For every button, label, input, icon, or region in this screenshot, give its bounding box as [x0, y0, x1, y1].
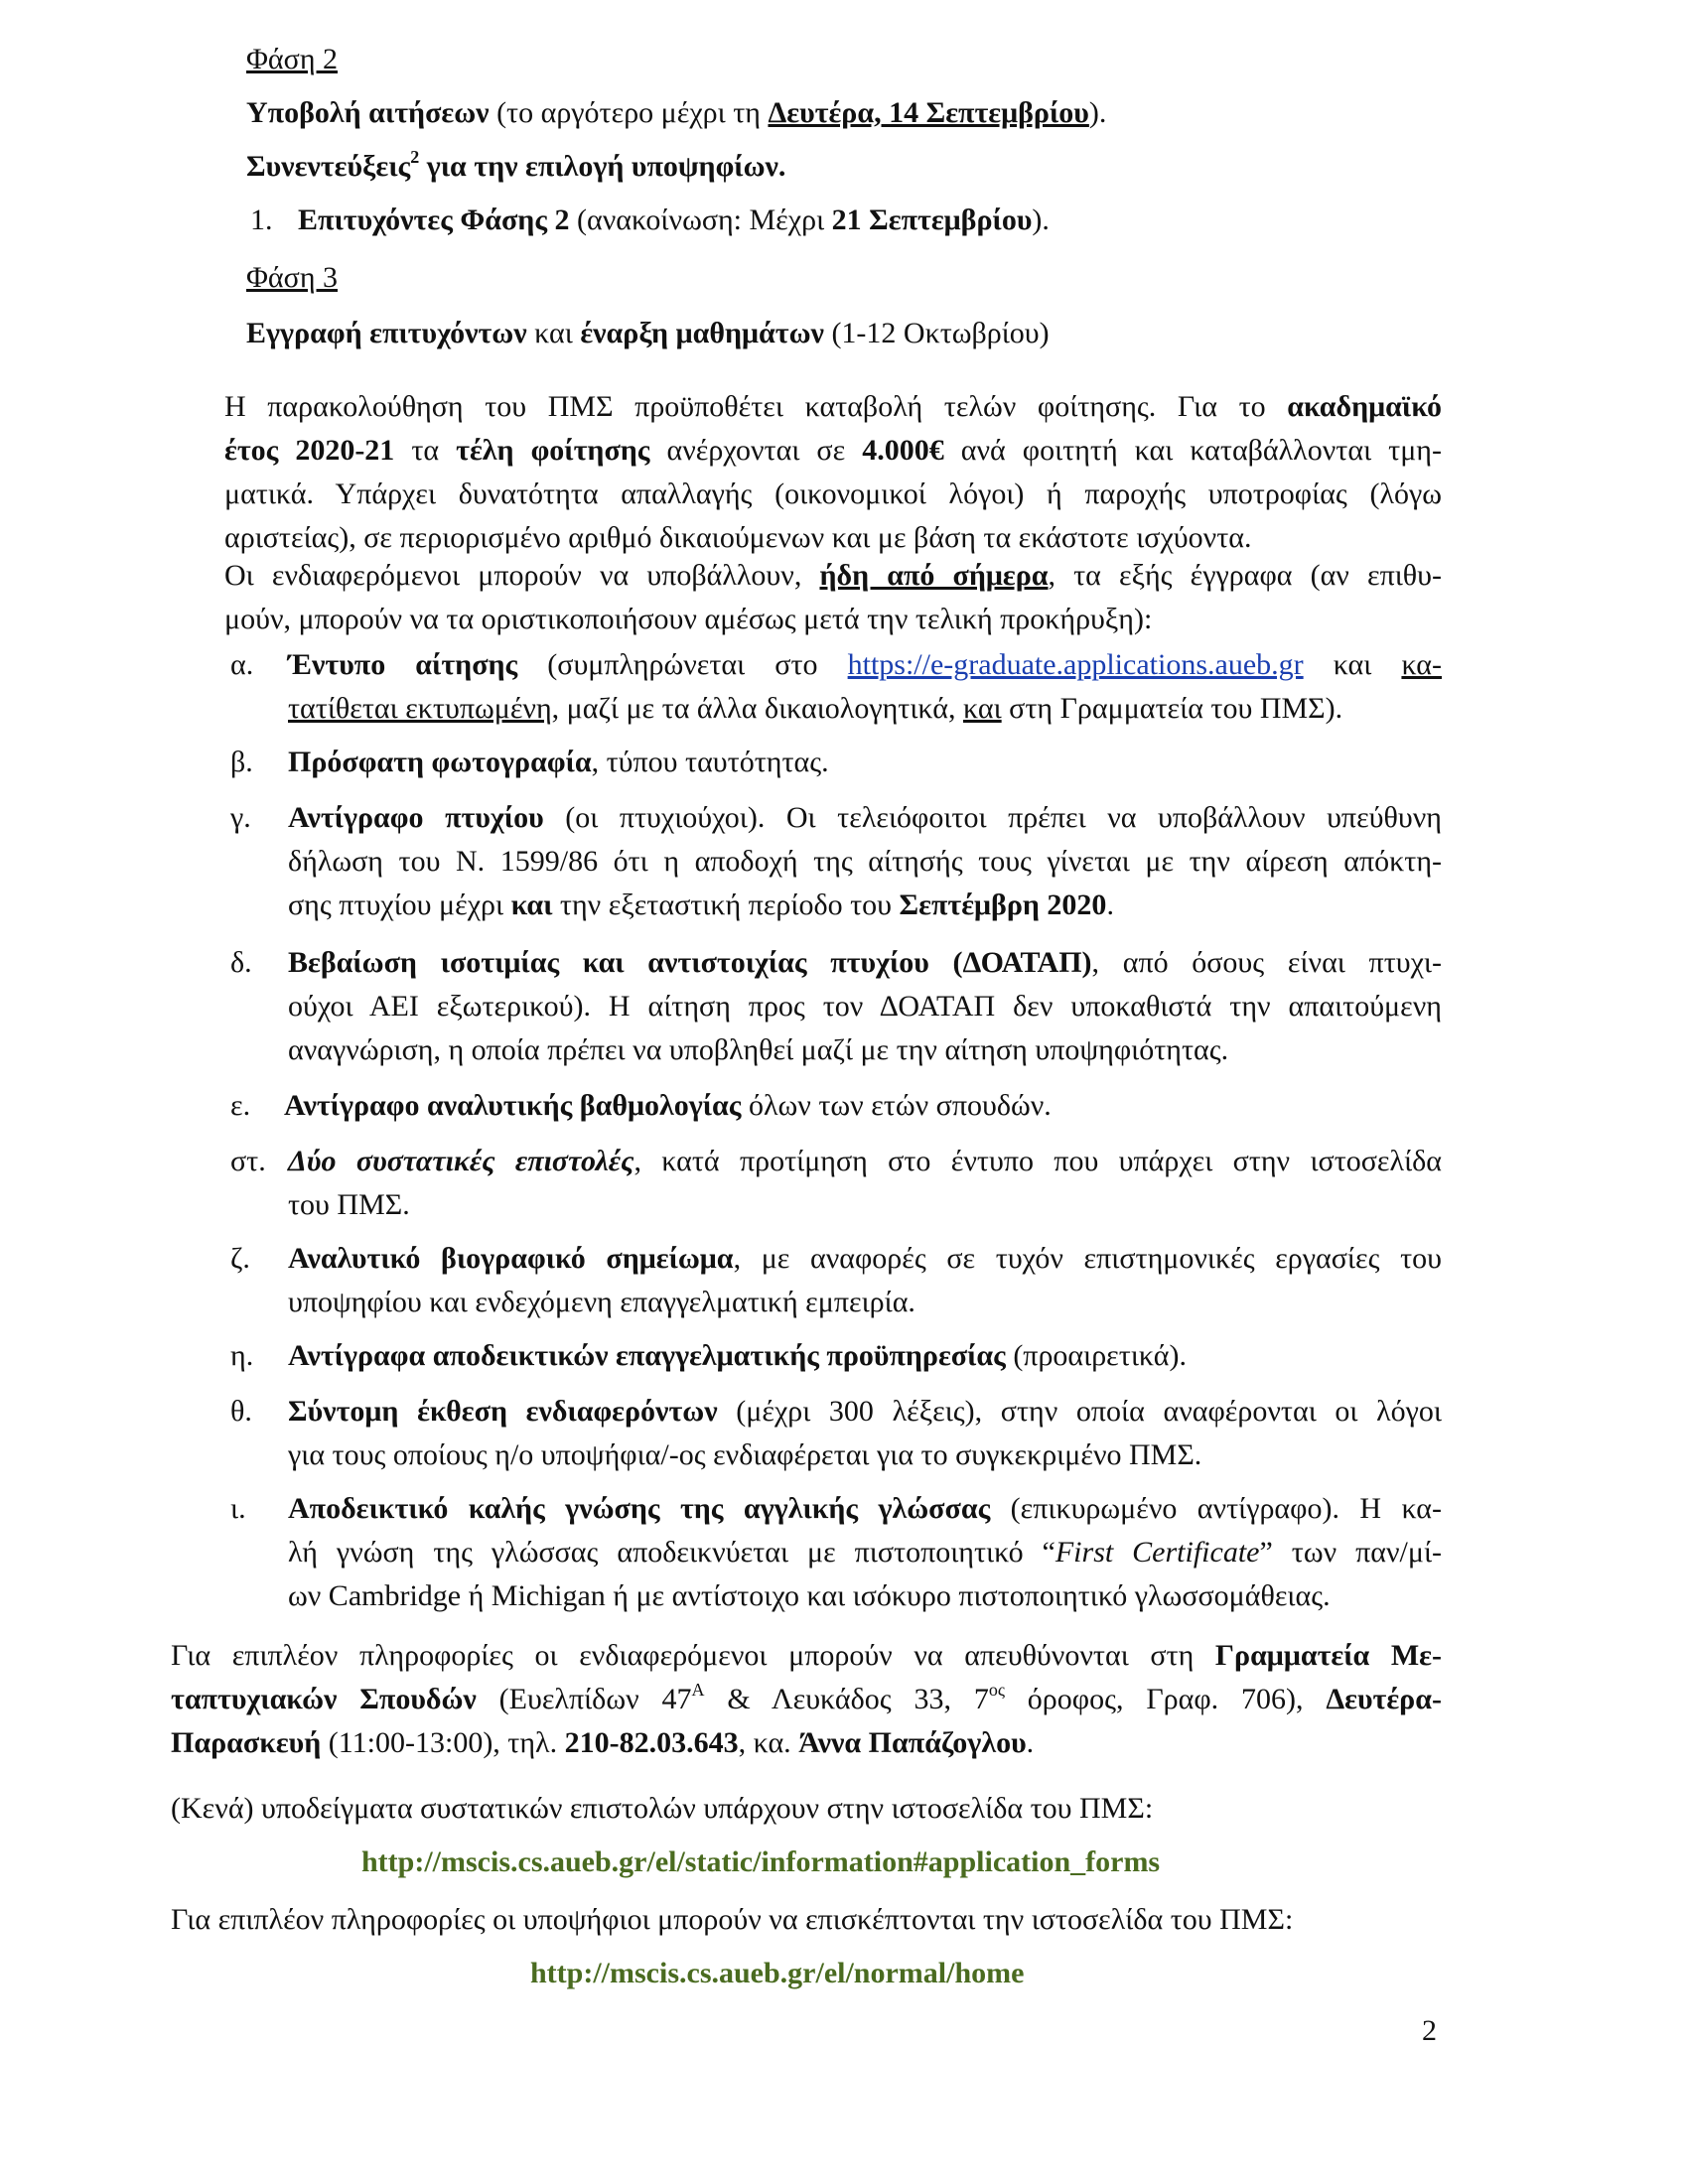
website-text: Για επιπλέον πληροφορίες οι υποψήφιοι μπορούν να επισκέπτονται την ιστοσελίδα του ΠΜΣ: [171, 1903, 1294, 1936]
item-application-form: Έντυπο αίτησης (συμπληρώνεται στο https://e-graduate.applications.aueb.gr και κα- τατίθεται εκτυπωμένη, μαζί με τα άλλα δικαιολογητικά, και στη Γραμματεία του ΠΜΣ). [288, 648, 1442, 725]
item-label-h: η. [230, 1339, 254, 1372]
phase2-interviews: Συνεντεύξεις$^2$ για την επιλογή υποψηφίων. [246, 147, 786, 183]
contact-paragraph: Για επιπλέον πληροφορίες οι ενδιαφερόμενοι μπορούν να απευθύνονται στη Γραμματεία Με- ταπτυχιακών Σπουδών (Ευελπίδων $47^A$ & Λευκάδος 33, $7^{o\varsigma}$ όροφος, Γραφ. 706), Δευτέρα- Παρασκευή (11:00-13:00), τηλ. 210-82.03.643, κα. Άννα Παπάζογλου. [171, 1639, 1442, 1759]
item-cv: Αναλυτικό βιογραφικό σημείωμα, με αναφορές σε τυχόν επιστημονικές εργασίες του υποψηφίου και ενδεχόμενη επαγγελματική εμπειρία. [288, 1242, 1442, 1318]
phase2-heading: Φάση 2 [246, 43, 339, 75]
item-label-a: α. [230, 648, 254, 681]
phase3-registration: Εγγραφή επιτυχόντων και έναρξη μαθημάτων (1-12 Οκτωβρίου) [246, 317, 1050, 349]
item-label-z: ζ. [230, 1242, 250, 1275]
item-doatap: Βεβαίωση ισοτιμίας και αντιστοιχίας πτυχίου (ΔΟΑΤΑΠ), από όσους είναι πτυχι- ούχοι ΑΕΙ εξωτερικού). Η αίτηση προς τον ΔΟΑΤΑΠ δεν υποκαθιστά την απαιτούμενη αναγνώριση, η οποία πρέπει να υποβληθεί μαζί με την αίτηση υποψηφιότητας. [288, 946, 1442, 1066]
item-label-st: στ. [230, 1145, 266, 1177]
item-transcript: Αντίγραφο αναλυτικής βαθμολογίας όλων των ετών σπουδών. [284, 1089, 1052, 1122]
item-label-b: β. [230, 746, 253, 778]
item-label-d: δ. [230, 946, 252, 979]
phase2-applications: Υποβολή αιτήσεων (το αργότερο μέχρι τη Δευτέρα, 14 Σεπτεμβρίου). [246, 96, 1107, 129]
documents-intro: Οι ενδιαφερόμενοι μπορούν να υποβάλλουν, ήδη από σήμερα, τα εξής έγγραφα (αν επιθυ- μούν, μπορούν να τα οριστικοποιήσουν αμέσως μετά την τελική προκήρυξη): [224, 559, 1442, 635]
item-label-e: ε. [230, 1089, 251, 1122]
item-label-th: θ. [230, 1395, 252, 1428]
phase3-heading: Φάση 3 [246, 261, 339, 294]
item-english: Αποδεικτικό καλής γνώσης της αγγλικής γλώσσας (επικυρωμένο αντίγραφο). Η κα- λή γνώση της γλώσσας αποδεικνύεται με πιστοποιητικό “First Certificate” των παν/μί- ων Cambridge ή Michigan ή με αντίστοιχο και ισόκυρο πιστοποιητικό γλωσσομάθειας. [288, 1492, 1443, 1612]
item-photo: Πρόσφατη φωτογραφία, τύπου ταυτότητας. [288, 746, 829, 778]
page-number: 2 [1422, 2014, 1437, 2047]
item-label-c: γ. [230, 801, 251, 834]
item-recommendation-letters: Δύο συστατικές επιστολές, κατά προτίμηση στο έντυπο που υπάρχει στην ιστοσελίδα του ΠΜΣ. [288, 1145, 1442, 1221]
item-degree-copy: Αντίγραφο πτυχίου (οι πτυχιούχοι). Οι τελειόφοιτοι πρέπει να υποβάλλουν υπεύθυνη δήλωση του Ν. 1599/86 ότι η αποδοχή της αίτησής τους γίνεται με την αίρεση απόκτη- σης πτυχίου μέχρι και την εξεταστική περίοδο του Σεπτέμβρη 2020. [288, 801, 1442, 921]
phase2-item-1: 1. [250, 204, 273, 236]
application-forms-link[interactable]: http://mscis.cs.aueb.gr/el/static/information#application_forms [361, 1845, 1161, 1878]
fees-paragraph: Η παρακολούθηση του ΠΜΣ προϋποθέτει καταβολή τελών φοίτησης. Για το ακαδημαϊκό έτος 2020-21 τα τέλη φοίτησης ανέρχονται σε 4.000€ ανά φοιτητή και καταβάλλονται τμη- ματικά. Υπάρχει δυνατότητα απαλλαγής (οικονομικοί λόγοι) ή παροχής υποτροφίας (λόγω αριστείας), σε περιορισμένο αριθμό δικαιούμενων και με βάση τα εκάστοτε ισχύοντα. [224, 390, 1442, 554]
item-label-i: ι. [230, 1492, 246, 1525]
item-statement: Σύντομη έκθεση ενδιαφερόντων (μέχρι 300 λέξεις), στην οποία αναφέρονται οι λόγοι για τους οποίους η/ο υποψήφια/-ος ενδιαφέρεται για το συγκεκριμένο ΠΜΣ. [288, 1395, 1442, 1471]
e-graduate-link[interactable]: https://e-graduate.applications.aueb.gr [847, 648, 1304, 681]
templates-text: (Κενά) υποδείγματα συστατικών επιστολών υπάρχουν στην ιστοσελίδα του ΠΜΣ: [171, 1792, 1154, 1825]
homepage-link[interactable]: http://mscis.cs.aueb.gr/el/normal/home [530, 1957, 1025, 1989]
item-experience: Αντίγραφα αποδεικτικών επαγγελματικής προϋπηρεσίας (προαιρετικά). [288, 1339, 1187, 1372]
phase2-item-1-text: Επιτυχόντες Φάσης 2 (ανακοίνωση: Μέχρι 21 Σεπτεμβρίου). [298, 204, 1050, 236]
